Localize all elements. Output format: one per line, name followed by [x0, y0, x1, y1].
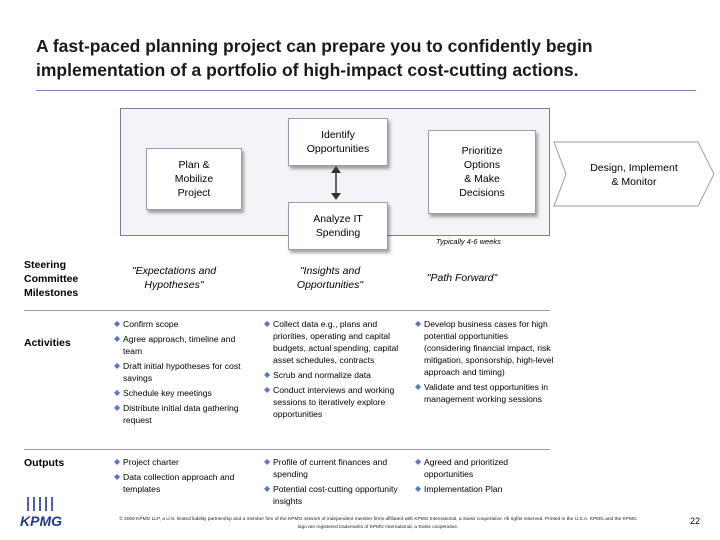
- list-item: ◆ Project charter: [114, 457, 179, 467]
- list-item: ◆ Validate and test opportunities in management working sessions: [415, 382, 549, 404]
- phase-plan-mobilize: Plan & Mobilize Project: [146, 148, 242, 210]
- page-title: A fast-paced planning project can prepare you to confidently begin implementation of a portfolio of high-impact cost-cutting actions.: [36, 36, 593, 80]
- page-number: 22: [690, 516, 701, 526]
- outputs-column-2: [264, 456, 404, 510]
- diamond-icon: ◆: [264, 370, 271, 379]
- logo-text: KPMG: [20, 513, 62, 529]
- diamond-icon: ◆: [264, 484, 271, 493]
- phase-design-implement: Design, Implement & Monitor: [590, 162, 678, 188]
- diamond-icon: ◆: [114, 472, 121, 481]
- diamond-icon: ◆: [114, 388, 121, 397]
- milestone-insights: "Insights and Opportunities": [296, 265, 364, 291]
- diamond-icon: ◆: [114, 361, 121, 370]
- diamond-icon: ◆: [415, 457, 422, 466]
- activities-column-1: [114, 318, 254, 429]
- list-item: ◆ Conduct interviews and working sessions to iteratively explore opportunities: [264, 385, 395, 419]
- row-label-activities: Activities: [24, 337, 71, 349]
- row-separator-milestones: [24, 310, 550, 311]
- double-arrow-icon: [328, 166, 344, 200]
- list-item: ◆ Agreed and prioritized opportunities: [415, 457, 509, 479]
- kpmg-logo: [20, 495, 70, 530]
- diamond-icon: ◆: [114, 334, 121, 343]
- diamond-icon: ◆: [415, 319, 422, 328]
- diamond-icon: ◆: [114, 403, 121, 412]
- phase-identify-opportunities: Identify Opportunities: [288, 118, 388, 166]
- list-item: ◆ Scrub and normalize data: [264, 370, 371, 380]
- row-separator-activities: [24, 449, 550, 450]
- diamond-icon: ◆: [264, 457, 271, 466]
- list-item: ◆ Agree approach, timeline and team: [114, 334, 236, 356]
- outputs-column-1: [114, 456, 254, 498]
- milestone-path-forward: "Path Forward": [426, 272, 498, 284]
- list-item: ◆ Distribute initial data gathering request: [114, 403, 239, 425]
- activities-column-3: [415, 318, 555, 408]
- diamond-icon: ◆: [415, 484, 422, 493]
- list-item: ◆ Implementation Plan: [415, 484, 503, 494]
- list-item: ◆ Confirm scope: [114, 319, 179, 329]
- phase-analyze-spending: Analyze IT Spending: [288, 202, 388, 250]
- phase-prioritize-decide: Prioritize Options & Make Decisions: [428, 130, 536, 214]
- list-item: ◆ Draft initial hypotheses for cost savings: [114, 361, 241, 383]
- diamond-icon: ◆: [114, 319, 121, 328]
- duration-label: Typically 4-6 weeks: [436, 237, 501, 246]
- list-item: ◆ Develop business cases for high potential opportunities (considering financial impact, risk mitigation, sponsorship, high-level approach and timing): [415, 319, 554, 377]
- diamond-icon: ◆: [114, 457, 121, 466]
- row-label-milestones: Steering Committee Milestones: [24, 259, 79, 299]
- list-item: ◆ Data collection approach and templates: [114, 472, 235, 494]
- activities-column-2: [264, 318, 404, 423]
- outputs-column-3: [415, 456, 555, 498]
- milestone-expectations: "Expectations and Hypotheses": [131, 265, 217, 291]
- diamond-icon: ◆: [415, 382, 422, 391]
- diamond-icon: ◆: [264, 385, 271, 394]
- list-item: ◆ Potential cost-cutting opportunity insights: [264, 484, 398, 506]
- title-rule: [36, 90, 696, 91]
- row-label-outputs: Outputs: [24, 457, 65, 469]
- list-item: ◆ Schedule key meetings: [114, 388, 212, 398]
- list-item: ◆ Collect data e.g., plans and priorities, operating and capital budgets, actual spending, capital asset schedules, contracts: [264, 319, 399, 365]
- diamond-icon: ◆: [264, 319, 271, 328]
- footer-copyright: © 2009 KPMG LLP, a U.S. limited liability partnership and a member firm of the KPMG network of independent member firms affiliated with KPMG International, a Swiss cooperative. All rights reserved. Printed in the U.S.A. KPMG and the KPMG logo are registered trademarks of KPMG International, a Swiss cooperative.: [119, 517, 637, 530]
- list-item: ◆ Profile of current finances and spending: [264, 457, 388, 479]
